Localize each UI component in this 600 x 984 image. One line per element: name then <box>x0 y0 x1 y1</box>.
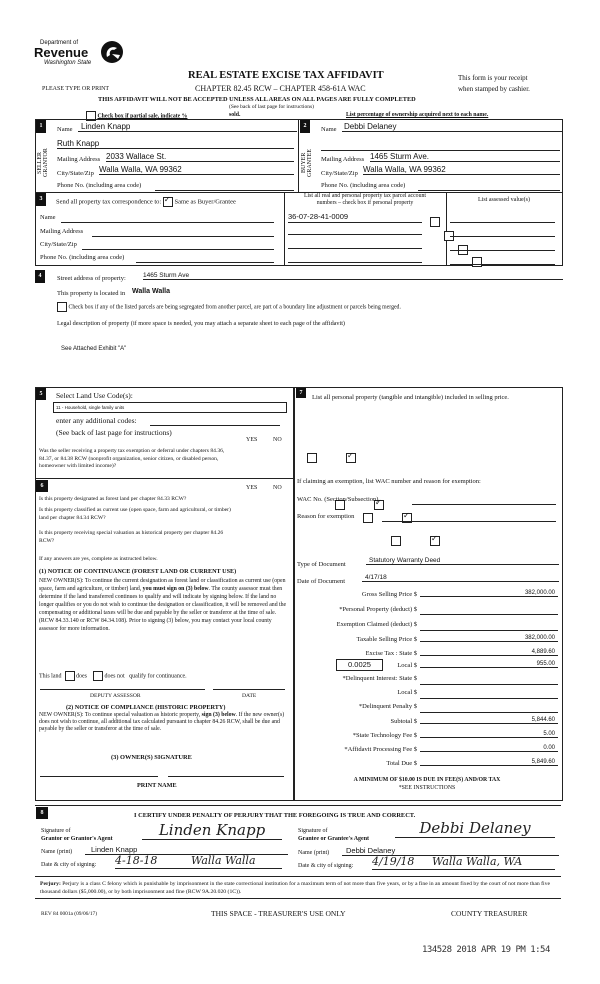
notice-compliance-title: (2) NOTICE OF COMPLIANCE (HISTORIC PROPERTY) <box>66 704 226 711</box>
wac-field[interactable] <box>412 496 556 505</box>
no-header-6: NO <box>273 485 282 491</box>
section-3-number: 3 <box>36 193 46 206</box>
corr-name-label: Name <box>40 214 56 221</box>
personal-property-deduct-field[interactable] <box>420 606 558 615</box>
notice-compliance-body: NEW OWNER(S): To continue special valuation as historic property, sign (3) below. If the new owner(s) does not wish to continue, all additional tax calculated pursuant to chapter 84.26 RCW, shall be due and payable by the seller or transferor at the time of sale. <box>39 712 285 732</box>
buyer-name-label: Name <box>321 126 337 133</box>
grantor-date: 4-18-18 <box>115 854 158 867</box>
excise-tax-state-field[interactable]: 4,889.60 <box>420 649 558 656</box>
grantee-city: Walla Walla, WA <box>432 855 523 868</box>
see-instructions: *SEE INSTRUCTIONS <box>398 785 456 791</box>
select-land-use-label: Select Land Use Code(s): <box>56 391 133 400</box>
grantee-date: 4/19/18 <box>372 855 415 868</box>
parcel-personal-checkbox-1[interactable] <box>430 217 440 227</box>
assessed-field-4[interactable] <box>450 256 555 265</box>
yes-header-6: YES <box>246 485 258 491</box>
affidavit-processing-fee-field[interactable]: 0.00 <box>420 745 558 752</box>
grantor-sig-label: Signature of Grantor or Grantor's Agent <box>41 828 113 842</box>
owner-signature-title: (3) OWNER(S) SIGNATURE <box>111 754 192 761</box>
owner-signature-line[interactable] <box>40 775 158 777</box>
seller-name-field[interactable]: Linden Knapp <box>78 122 297 132</box>
corr-phone-label: Phone No. (including area code) <box>40 254 125 261</box>
deputy-assessor-line[interactable] <box>40 688 205 690</box>
section-4-number: 4 <box>35 270 45 283</box>
tax-row: *Affidavit Processing Fee $ <box>344 746 417 753</box>
grantee-signature[interactable]: Debbi Delaney <box>395 819 555 838</box>
logo-dept: Department of <box>40 40 79 46</box>
tax-row: Local $ <box>397 662 417 669</box>
section-5-number: 5 <box>36 388 46 400</box>
exemption-claim-label: If claiming an exemption, list WAC number and reason for exemption: <box>297 478 481 485</box>
logo-state: Washington State <box>44 60 92 66</box>
assessed-field-2[interactable] <box>450 228 555 237</box>
parcel-field-3[interactable] <box>288 240 422 249</box>
see-back-note: (See back of last page for instructions) <box>229 104 314 110</box>
taxable-selling-price-field[interactable]: 382,000.00 <box>420 635 558 642</box>
segregated-checkbox[interactable] <box>57 302 67 312</box>
grantor-city: Walla Walla <box>191 854 256 867</box>
does-checkbox[interactable] <box>65 671 75 681</box>
ownership-note: List percentage of ownership acquired next to each name. <box>346 112 489 118</box>
grantor-date-city-field[interactable] <box>115 856 282 869</box>
owner-print-line[interactable] <box>168 775 284 777</box>
legal-description[interactable]: See Attached Exhibit "A" <box>61 346 127 352</box>
buyer-phone-label: Phone No. (including area code) <box>321 182 406 189</box>
delinquent-interest-local-field[interactable] <box>420 690 558 699</box>
reason-label: Reason for exemption <box>297 513 355 520</box>
segregated-row: Check box if any of the listed parcels are being segregated from another parcel, are part of a boundary line adjustment or parcels being merged. <box>57 302 401 312</box>
corr-address-label: Mailing Address <box>40 228 84 235</box>
parcel-field-4[interactable] <box>288 254 422 263</box>
buyer-side-label: BUYER GRANTEE <box>301 149 313 177</box>
certify-statement: I CERTIFY UNDER PENALTY OF PERJURY THAT THE FOREGOING IS TRUE AND CORRECT. <box>134 812 416 819</box>
notice-continuance-body: NEW OWNER(S): To continue the current designation as forest land or classification as current use (open space, farm and agriculture, or timber) land, you must sign on (3) below. The county assessor must then determine if the land transferred continues to qualify and will indicate by signing below. If the land no longer qualifies or you do not wish to continue the designation or classification, it will be removed and the compensating or additional taxes will be due and payable by the seller or transferor at the time of sale. (RCW 84.33.140 or RCW 84.34.108). Prior to signing (3) below, you may contact your local county assessor for more information. <box>39 578 287 632</box>
print-name-label: PRINT NAME <box>137 782 177 789</box>
warning-text: THIS AFFIDAVIT WILL NOT BE ACCEPTED UNLESS ALL AREAS ON ALL PAGES ARE FULLY COMPLETED <box>98 96 416 103</box>
grantee-name-field[interactable]: Debbi Delaney <box>342 846 559 856</box>
tax-row: Excise Tax : State $ <box>365 650 417 657</box>
seller-city-field[interactable]: Walla Walla, WA 99362 <box>99 165 294 175</box>
this-land-row: This land does does not qualify for continuance. <box>39 671 187 681</box>
assessed-field-3[interactable] <box>450 242 555 251</box>
deputy-assessor-label: DEPUTY ASSESSOR <box>90 693 141 699</box>
grantee-date-label: Date & city of signing: <box>298 863 354 869</box>
corr-phone-field[interactable] <box>136 254 274 263</box>
land-use-select[interactable]: 11 - Household, single family units <box>53 402 287 413</box>
state-technology-fee-field[interactable]: 5.00 <box>420 731 558 738</box>
tax-row: Gross Selling Price $ <box>361 591 417 598</box>
seller-name2-field[interactable]: Ruth Knapp <box>57 139 294 149</box>
grantor-date-label: Date & city of signing: <box>41 862 97 868</box>
seller-city-label: City/State/Zip <box>57 170 94 177</box>
additional-codes-field[interactable] <box>150 418 280 426</box>
gross-selling-price-field[interactable]: 382,000.00 <box>420 590 558 597</box>
receipt-note-1: This form is your receipt <box>458 74 528 82</box>
located-field[interactable]: Walla Walla <box>132 288 170 295</box>
buyer-name-field[interactable]: Debbi Delaney <box>342 122 562 132</box>
seller-phone-field[interactable] <box>155 182 294 191</box>
seller-phone-label: Phone No. (including area code) <box>57 182 142 189</box>
logo <box>34 40 104 70</box>
see-back-5: (See back of last page for instructions) <box>56 428 172 437</box>
tax-row: Subtotal $ <box>390 718 417 725</box>
buyer-city-field[interactable]: Walla Walla, WA 99362 <box>363 165 560 175</box>
buyer-city-label: City/State/Zip <box>321 170 358 177</box>
section-2-number: 2 <box>300 120 310 133</box>
treasurer-use-label: THIS SPACE - TREASURER'S USE ONLY <box>211 909 346 918</box>
date-label: DATE <box>242 693 257 699</box>
doc-date-field[interactable]: 4/17/18 <box>362 574 559 582</box>
send-correspondence: Send all property tax correspondence to: ✓ Same as Buyer/Grantee <box>56 197 236 207</box>
section-7-number: 7 <box>296 388 306 398</box>
dor-logo-icon <box>100 40 124 64</box>
doc-type-label: Type of Document <box>297 561 346 568</box>
located-label: This property is located in <box>57 290 126 297</box>
current-use-question: Is this property classified as current use (open space, farm and agricultural, or timber) land per chapter 84.34 RCW? <box>39 507 231 521</box>
if-yes-note: If any answers are yes, complete as instructed below. <box>39 556 158 562</box>
form-title: REAL ESTATE EXCISE TAX AFFIDAVIT <box>188 70 384 81</box>
tax-row: *Delinquent Interest: State $ <box>342 675 417 682</box>
assessor-date-line[interactable] <box>213 688 285 690</box>
grantor-signature[interactable]: Linden Knapp <box>142 821 282 840</box>
seller-side-label: SELLER GRANTOR <box>37 148 49 178</box>
exemption-claimed-field[interactable] <box>420 622 558 631</box>
grantor-name-field[interactable]: Linden Knapp <box>85 845 288 855</box>
perjury-notice: Perjury: Perjury is a class C felony which is punishable by imprisonment in the state correctional institution for a maximum term of not more than five years, or by a fine in an amount fixed by the court of not more than five thousand dollars ($5,000.00), or by both imprisonment and fine (RCW 9A.20.020 (1C)). <box>40 881 551 895</box>
parcel-header: List all real and personal property tax parcel account numbers – check box if personal property <box>303 193 426 206</box>
buyer-name2-field[interactable] <box>321 140 560 151</box>
section-6-number: 6 <box>36 480 48 492</box>
buyer-address-field[interactable]: 1465 Sturm Ave. <box>370 152 560 162</box>
treasurer-stamp: 134528 2018 APR 19 PM 1:54 <box>422 945 550 955</box>
parcel-field-2[interactable] <box>288 226 422 235</box>
local-rate-field[interactable]: 0.0025 <box>336 659 383 671</box>
personal-property-label: List all personal property (tangible and intangible) included in selling price. <box>312 394 509 401</box>
excise-tax-local-field[interactable]: 955.00 <box>420 661 558 668</box>
wac-label: WAC No. (Section/Subsection) <box>297 496 379 503</box>
minimum-note: A MINIMUM OF $10.00 IS DUE IN FEE(S) AND/OR TAX <box>353 777 501 783</box>
doc-date-label: Date of Document <box>297 578 346 585</box>
section-1-number: 1 <box>36 120 46 133</box>
logo-revenue: Revenue <box>34 45 89 60</box>
grantee-date-city-field[interactable] <box>372 857 555 870</box>
reason-field[interactable] <box>382 513 556 522</box>
assessed-field-1[interactable] <box>450 214 555 223</box>
tax-row: Local $ <box>397 689 417 696</box>
corr-name-field[interactable] <box>61 214 274 223</box>
tax-row: *Personal Property (deduct) $ <box>339 606 417 613</box>
delinquent-interest-state-field[interactable] <box>420 676 558 685</box>
sold-label: sold. <box>229 112 241 118</box>
tax-row: *Delinquent Penalty $ <box>358 703 417 710</box>
same-as-buyer-checkbox[interactable] <box>163 197 173 207</box>
street-label: Street address of property: <box>57 275 126 282</box>
no-header-5: NO <box>273 437 282 443</box>
grantee-sig-label: Signature of Grantee or Grantee's Agent <box>298 828 370 842</box>
corr-city-label: City/State/Zip <box>40 241 77 248</box>
section-8-number: 8 <box>36 807 48 819</box>
county-treasurer-label: COUNTY TREASURER <box>451 909 528 918</box>
assessed-header: List assessed value(s) <box>478 197 530 203</box>
delinquent-penalty-field[interactable] <box>420 704 558 713</box>
receipt-note-2: when stamped by cashier. <box>458 85 530 93</box>
yes-header-5: YES <box>246 437 258 443</box>
buyer-address-label: Mailing Address <box>321 156 365 163</box>
grantor-name-label: Name (print) <box>41 849 73 855</box>
corr-city-field[interactable] <box>82 241 274 250</box>
corr-address-field[interactable] <box>92 228 274 237</box>
grantee-name-label: Name (print) <box>298 850 330 856</box>
street-field[interactable]: 1465 Sturm Ave <box>143 272 563 280</box>
seller-address-field[interactable]: 2033 Wallace St. <box>106 152 294 162</box>
please-type: PLEASE TYPE OR PRINT <box>42 86 110 92</box>
seller-name-label: Name <box>57 126 73 133</box>
tax-row: Taxable Selling Price $ <box>356 636 417 643</box>
notice-continuance-title: (1) NOTICE OF CONTINUANCE (FOREST LAND OR CURRENT USE) <box>39 568 237 575</box>
doc-type-field[interactable]: Statutory Warranty Deed <box>366 557 559 565</box>
total-due-field[interactable]: 5,849.60 <box>420 759 558 766</box>
parcel-field-1[interactable]: 36-07-28-41-0009 <box>288 212 422 223</box>
additional-codes-label: enter any additional codes: <box>56 416 137 425</box>
exemption-question: Was the seller receiving a property tax exemption or deferral under chapters 84.36, 84.37, or 84.38 RCW (nonprofit organization, senior citizen, or disabled person, homeowner with limited income)? <box>39 448 225 469</box>
tax-row: Exemption Claimed (deduct) $ <box>336 621 417 628</box>
seller-address-label: Mailing Address <box>57 156 101 163</box>
rev-number: REV 84 0001a (09/06/17) <box>41 911 98 917</box>
legal-label: Legal description of property (if more space is needed, you may attach a separate sheet to each page of the affidavit) <box>57 320 345 327</box>
forest-question: Is this property designated as forest land per chapter 84.33 RCW? <box>39 496 187 502</box>
subtotal-field[interactable]: 5,844.60 <box>420 717 558 724</box>
historic-question: Is this property receiving special valuation as historical property per chapter 84.26 RCW? <box>39 530 224 544</box>
buyer-phone-field[interactable] <box>418 182 560 191</box>
does-not-checkbox[interactable] <box>93 671 103 681</box>
tax-row: *State Technology Fee $ <box>352 732 417 739</box>
form-chapter: CHAPTER 82.45 RCW – CHAPTER 458-61A WAC <box>195 84 366 93</box>
tax-row: Total Due $ <box>386 760 417 767</box>
partial-sale-label: Check box if partial sale, indicate % <box>97 113 188 120</box>
